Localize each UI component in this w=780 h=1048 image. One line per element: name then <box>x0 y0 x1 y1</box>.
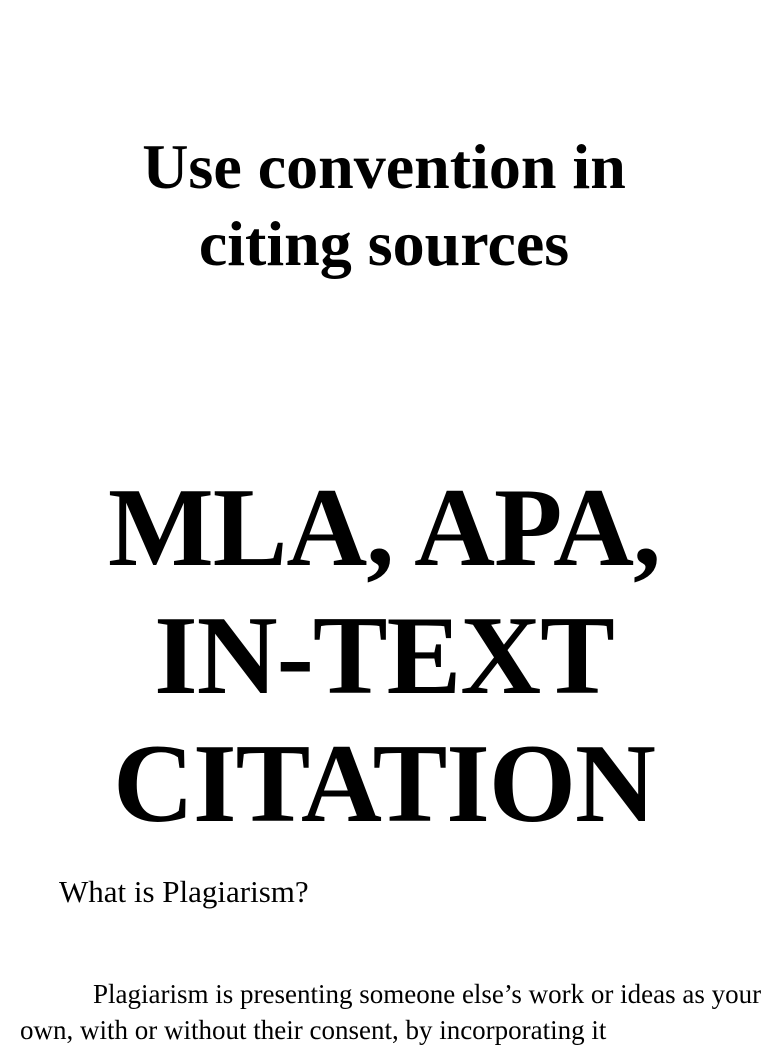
slide-title-line-1: Use convention in <box>142 131 626 202</box>
paragraph-line-2: your own, with or without their consent, by incorporating it <box>20 979 762 1045</box>
plagiarism-definition-paragraph <box>20 976 780 1048</box>
slide-title <box>0 128 768 282</box>
citation-heading-line-3: CITATION <box>113 722 655 846</box>
slide-title-line-2: citing sources <box>198 208 570 279</box>
paragraph-line-1: Plagiarism is presenting someone else’s work or ideas as <box>93 979 705 1009</box>
citation-styles-heading <box>0 464 768 848</box>
plagiarism-question: What is Plagiarism? <box>59 874 309 909</box>
citation-heading-line-1: MLA, APA, <box>108 466 660 590</box>
citation-heading-line-2: IN-TEXT <box>154 594 614 718</box>
